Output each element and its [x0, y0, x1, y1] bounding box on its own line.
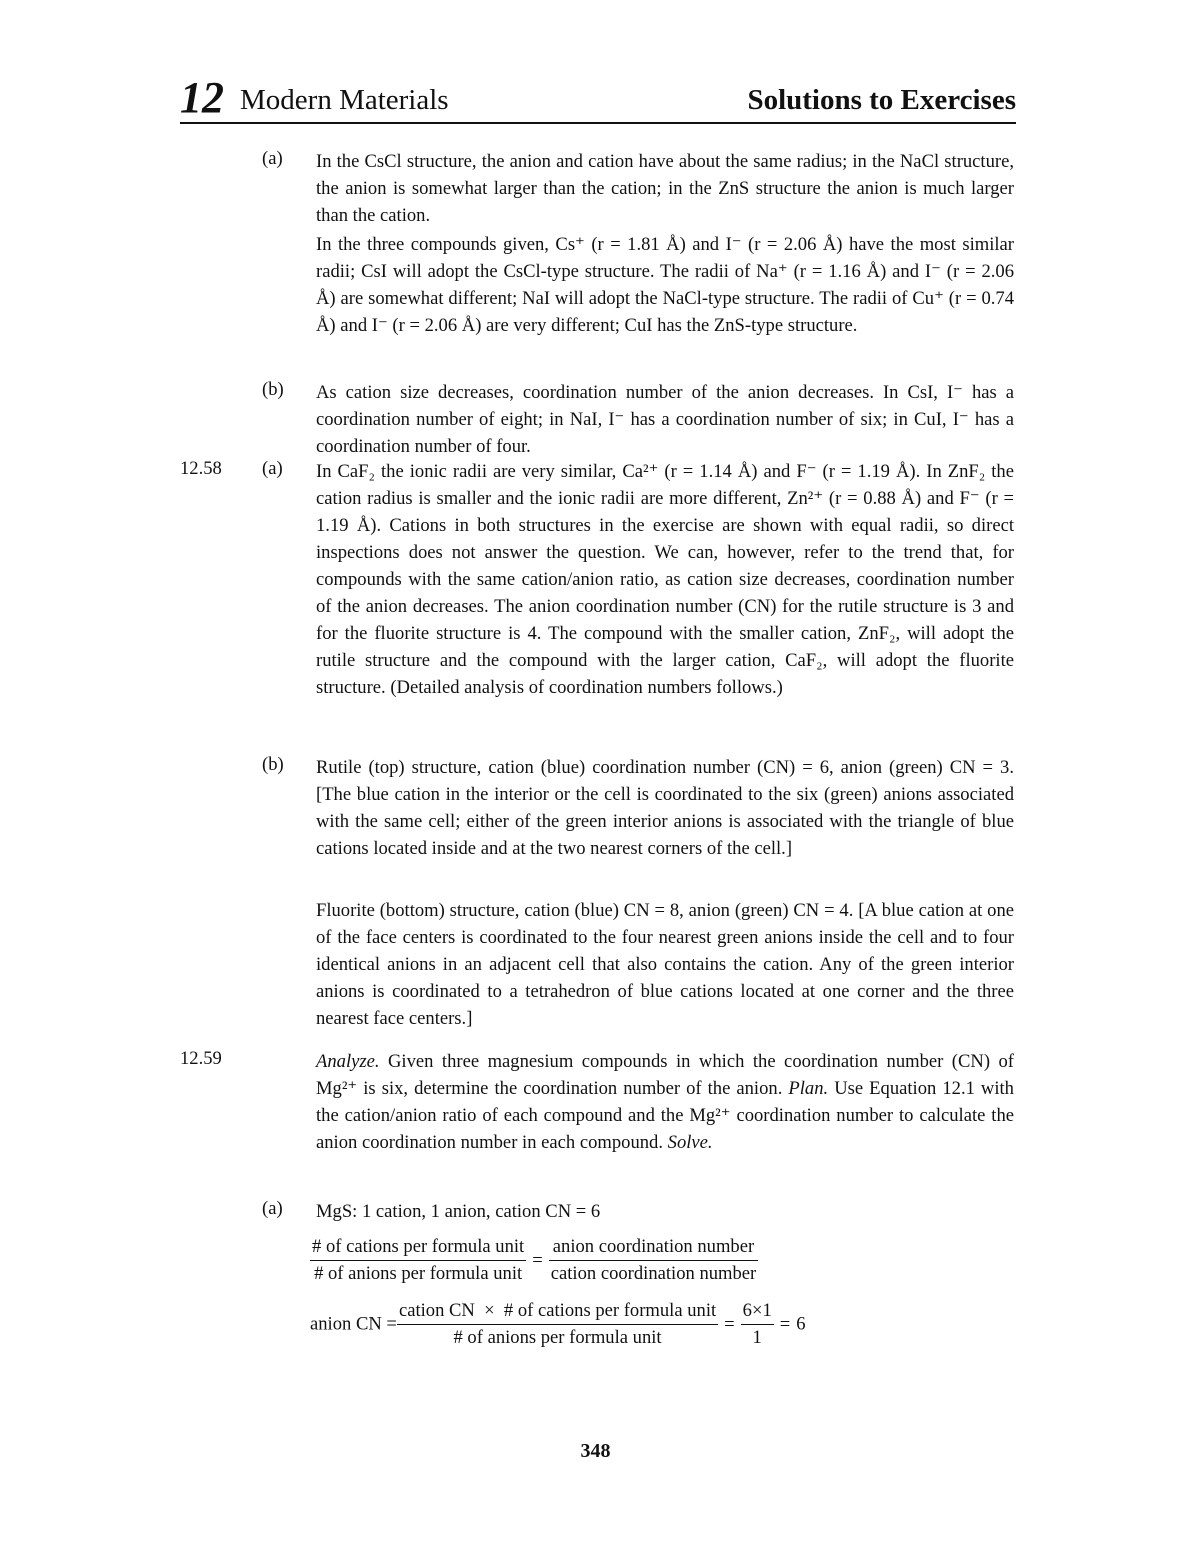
part-label: (a) — [262, 1198, 283, 1219]
denominator: # of anions per formula unit — [314, 1263, 523, 1284]
analyze-label: Analyze. — [316, 1051, 380, 1072]
part-label: (b) — [262, 379, 284, 400]
paragraph: In the three compounds given, Cs⁺ (r = 1.81 Å) and I⁻ (r = 2.06 Å) have the most similar radii; CsI will adopt the CsCl-type structure. The radii of Na⁺ (r = 1.16 Å) and I⁻ (r = 2.06 Å) are somewhat different; NaI will adopt the NaCl-type structure. The radii of Cu⁺ (r = 0.74 Å) and I⁻ (r = 2.06 Å) are very different; CuI has the ZnS-type structure. — [316, 234, 1014, 336]
numerator: anion coordination number — [549, 1234, 759, 1261]
paragraph — [316, 1048, 1014, 1156]
analyze-text: Given three magnesium compounds in which the coordination number (CN) of Mg²⁺ is six, determine the coordination number of the anion. — [316, 1051, 1014, 1099]
numerator: cation CN × # of cations per formula unit — [397, 1298, 718, 1325]
numerator: 6×1 — [741, 1298, 774, 1325]
denominator: 1 — [752, 1327, 762, 1348]
denominator: # of anions per formula unit — [453, 1327, 662, 1348]
page-number: 348 — [580, 1440, 611, 1462]
paragraph: In CaF₂ the ionic radii are very similar, Ca²⁺ (r = 1.14 Å) and F⁻ (r = 1.19 Å). In ZnF₂ the cation radius is smaller and the ionic radii are more different, Zn²⁺ (r = 0.88 Å) and F⁻ (r = 1.19 Å). Cations in both structures in the exercise are shown with equal radii, so direct inspections does not answer the question. We can, however, refer to the trend that, for compounds with the same cation/anion ratio, as cation size decreases, coordination number of the anion decreases. The anion coordination number (CN) for the rutile structure is 3 and for the fluorite structure is 4. The compound with the smaller cation, ZnF₂, will adopt the rutile structure and the compound with the larger cation, CaF₂, will adopt the fluorite structure. (Detailed analysis of coordination numbers follows.) — [316, 461, 1014, 698]
equation-ratio — [310, 1234, 758, 1287]
numerator: # of cations per formula unit — [310, 1234, 526, 1261]
equals-sign: = — [779, 1313, 791, 1335]
exercise-number: 12.58 — [180, 458, 222, 479]
result: 6 — [796, 1313, 806, 1335]
page-header — [180, 73, 1016, 124]
chapter-number: 12 — [180, 73, 224, 122]
paragraph: MgS: 1 cation, 1 anion, cation CN = 6 — [316, 1201, 601, 1222]
part-label: (b) — [262, 754, 284, 775]
equals-sign: = — [532, 1249, 543, 1271]
section-title: Solutions to Exercises — [747, 84, 1016, 116]
part-label: (a) — [262, 148, 283, 169]
paragraph: Rutile (top) structure, cation (blue) coordination number (CN) = 6, anion (green) CN = 3. [The blue cation in the interior or the cell is coordinated to the six (green) anions associated with the same cell; either of the green interior anions is associated with the triangle of blue cations located inside and at the two nearest corners of the cell.] — [316, 757, 1014, 859]
plan-label: Plan. — [788, 1078, 829, 1099]
equals-sign: = — [724, 1313, 735, 1335]
paragraph: Fluorite (bottom) structure, cation (blue) CN = 8, anion (green) CN = 4. [A blue cation at one of the face centers is coordinated to the four nearest green anions inside the cell and to four identical anions in an adjacent cell that also contains the cation. Any of the green interior anions is coordinated to a tetrahedron of blue cations located at one corner and the three nearest face centers.] — [316, 900, 1014, 1029]
paragraph: In the CsCl structure, the anion and cation have about the same radius; in the NaCl structure, the anion is somewhat larger than the cation; in the ZnS structure the anion is much larger than the cation. — [316, 151, 1014, 226]
equation-anion-cn — [310, 1298, 806, 1351]
plan-text: Use Equation 12.1 with the cation/anion ratio of each compound and the Mg²⁺ coordination number to calculate the anion coordination number in each compound. — [316, 1078, 1014, 1153]
chapter-title: Modern Materials — [240, 84, 449, 116]
solve-label: Solve. — [667, 1132, 713, 1153]
denominator: cation coordination number — [550, 1263, 757, 1284]
paragraph: As cation size decreases, coordination number of the anion decreases. In CsI, I⁻ has a coordination number of eight; in NaI, I⁻ has a coordination number of six; in CuI, I⁻ has a coordination number of four. — [316, 382, 1014, 457]
lhs: anion CN = — [310, 1313, 397, 1335]
part-label: (a) — [262, 458, 283, 479]
exercise-number: 12.59 — [180, 1048, 222, 1069]
